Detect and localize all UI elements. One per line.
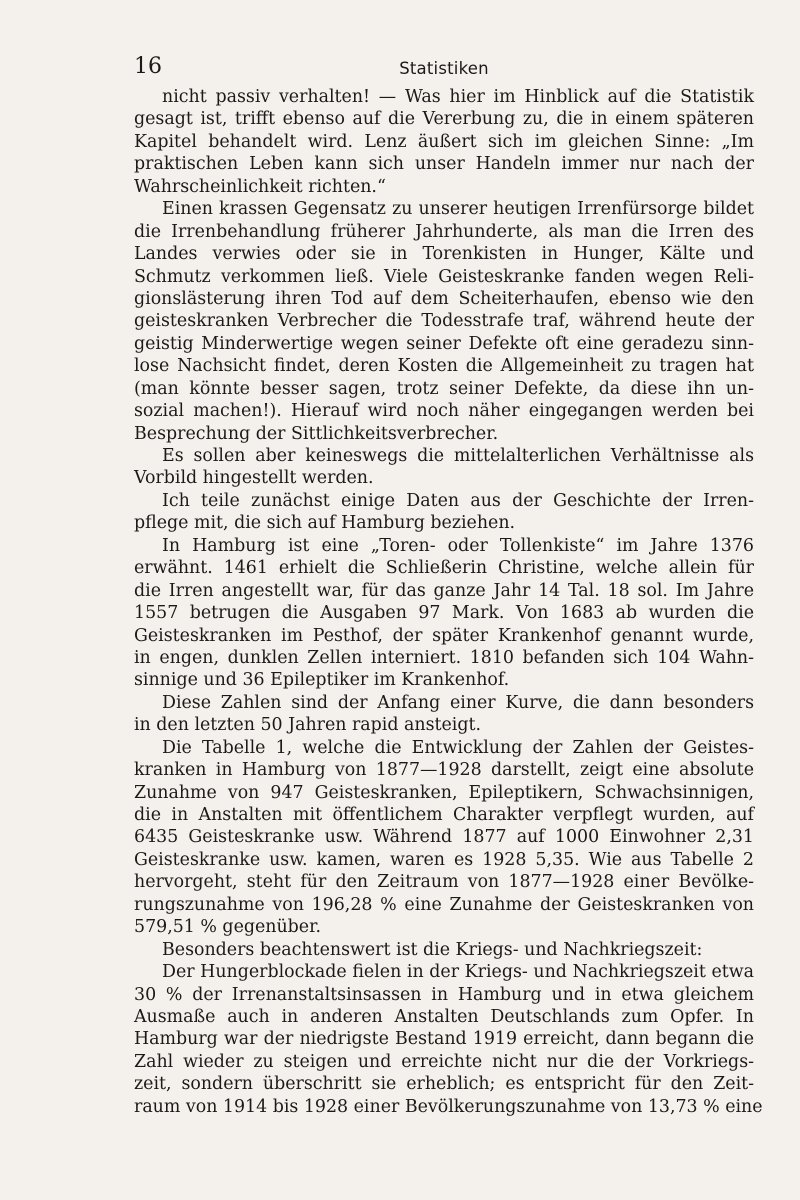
paragraph — [134, 737, 754, 939]
paragraph — [134, 939, 754, 961]
text-line: die in Anstalten mit öffentlichem Charakter verpflegt wurden, auf — [134, 805, 754, 825]
paragraph — [134, 692, 754, 737]
text-line: 30 % der Irrenanstaltsinsassen in Hamburg und in etwa gleichem — [134, 984, 754, 1005]
text-line: Vorbild hingestellt werden. — [134, 468, 374, 489]
text-line: Der Hungerblockade fielen in der Kriegs- und Nachkriegszeit etwa — [162, 962, 754, 983]
text-line: gesagt ist, trifft ebenso auf die Vererbung zu, die in einem späteren — [134, 109, 754, 130]
text-line: Einen krassen Gegensatz zu unserer heutigen Irrenfürsorge bildet — [162, 199, 754, 220]
page-number: 16 — [134, 54, 162, 79]
text-line: geisteskranken Verbrecher die Todesstrafe traf, während heute der — [134, 311, 754, 332]
text-line: Wahrscheinlichkeit richten.“ — [134, 176, 386, 197]
text-line: 579,51 % gegenüber. — [134, 917, 322, 938]
text-line: kranken in Hamburg von 1877—1928 darstellt, zeigt eine absolute — [134, 760, 754, 781]
text-line: in engen, dunklen Zellen interniert. 1810 befanden sich 104 Wahn- — [134, 647, 754, 668]
text-line: sinnige und 36 Epileptiker im Krankenhof. — [134, 670, 510, 691]
text-line: Zunahme von 947 Geisteskranken, Epileptikern, Schwachsinnigen, — [134, 782, 754, 803]
body-text — [134, 86, 763, 1118]
text-line: gionslästerung ihren Tod auf dem Scheiterhaufen, ebenso wie den — [134, 288, 754, 309]
paragraph — [134, 445, 754, 490]
text-line: geistig Minderwertige wegen seiner Defekte oft eine geradezu sinn- — [134, 333, 754, 354]
text-line: pflege mit, die sich auf Hamburg beziehen. — [134, 513, 516, 534]
text-line: Zahl wieder zu steigen und erreichte nicht nur die der Vorkriegs- — [134, 1051, 754, 1072]
paragraph — [134, 86, 754, 198]
text-line: hervorgeht, steht für den Zeitraum von 1877—1928 einer Bevölke- — [134, 872, 754, 893]
text-line: (man könnte besser sagen, trotz seiner Defekte, da diese ihn un- — [134, 378, 754, 399]
text-line: raum von 1914 bis 1928 einer Bevölkerungszunahme von 13,73 % eine — [134, 1096, 763, 1117]
text-line: Geisteskranken im Pesthof, der später Krankenhof genannt wurde, — [134, 625, 754, 646]
text-line: erwähnt. 1461 erhielt die Schließerin Christine, welche allein für — [134, 558, 754, 579]
text-line: die Irrenbehandlung früherer Jahrhunderte, als man die Irren des — [134, 221, 754, 242]
text-line: Besprechung der Sittlichkeitsverbrecher. — [134, 423, 499, 444]
text-line: praktischen Leben kann sich unser Handeln immer nur nach der — [134, 154, 754, 175]
text-line: Besonders beachtenswert ist die Kriegs- und Nachkriegszeit: — [162, 939, 703, 960]
paragraph — [134, 535, 754, 692]
text-line: lose Nachsicht findet, deren Kosten die Allgemeinheit zu tragen hat — [134, 356, 754, 377]
text-line: 1557 betrugen die Ausgaben 97 Mark. Von 1683 ab wurden die — [134, 603, 754, 624]
text-line: Kapitel behandelt wird. Lenz äußert sich im gleichen Sinne: „Im — [134, 131, 754, 152]
text-line: zeit, sondern überschritt sie erheblich; es entspricht für den Zeit- — [134, 1074, 754, 1095]
text-line: nicht passiv verhalten! — Was hier im Hinblick auf die Statistik — [162, 87, 754, 107]
text-line: Landes verwies oder sie in Torenkisten in Hunger, Kälte und — [134, 244, 754, 265]
text-line: Es sollen aber keineswegs die mittelalterlichen Verhältnisse als — [162, 446, 754, 466]
paragraph — [134, 490, 754, 535]
text-line: Hamburg war der niedrigste Bestand 1919 erreicht, dann begann die — [134, 1029, 754, 1050]
text-line: 6435 Geisteskranke usw. Während 1877 auf 1000 Einwohner 2,31 — [134, 827, 754, 848]
text-line: rungszunahme von 196,28 % eine Zunahme der Geisteskranken von — [134, 894, 754, 915]
text-line: Die Tabelle 1, welche die Entwicklung der Zahlen der Geistes- — [162, 737, 754, 758]
running-head: Statistiken — [399, 59, 489, 78]
text-line: die Irren angestellt war, für das ganze Jahr 14 Tal. 18 sol. Im Jahre — [134, 580, 754, 601]
text-line: in den letzten 50 Jahren rapid ansteigt. — [134, 715, 482, 736]
text-line: Ich teile zunächst einige Daten aus der Geschichte der Irren- — [162, 490, 754, 511]
page-header — [134, 52, 754, 86]
paragraph — [134, 198, 754, 445]
text-line: Schmutz verkommen ließ. Viele Geisteskranke fanden wegen Reli- — [134, 266, 754, 287]
text-line: Diese Zahlen sind der Anfang einer Kurve, die dann besonders — [162, 692, 754, 713]
text-line: sozial machen!). Hierauf wird noch näher eingegangen werden bei — [134, 401, 754, 422]
text-line: Ausmaße auch in anderen Anstalten Deutschlands zum Opfer. In — [134, 1006, 754, 1027]
text-line: In Hamburg ist eine „Toren- oder Tollenkiste“ im Jahre 1376 — [162, 535, 754, 556]
text-line: Geisteskranke usw. kamen, waren es 1928 5,35. Wie aus Tabelle 2 — [134, 849, 754, 870]
paragraph — [134, 961, 763, 1118]
